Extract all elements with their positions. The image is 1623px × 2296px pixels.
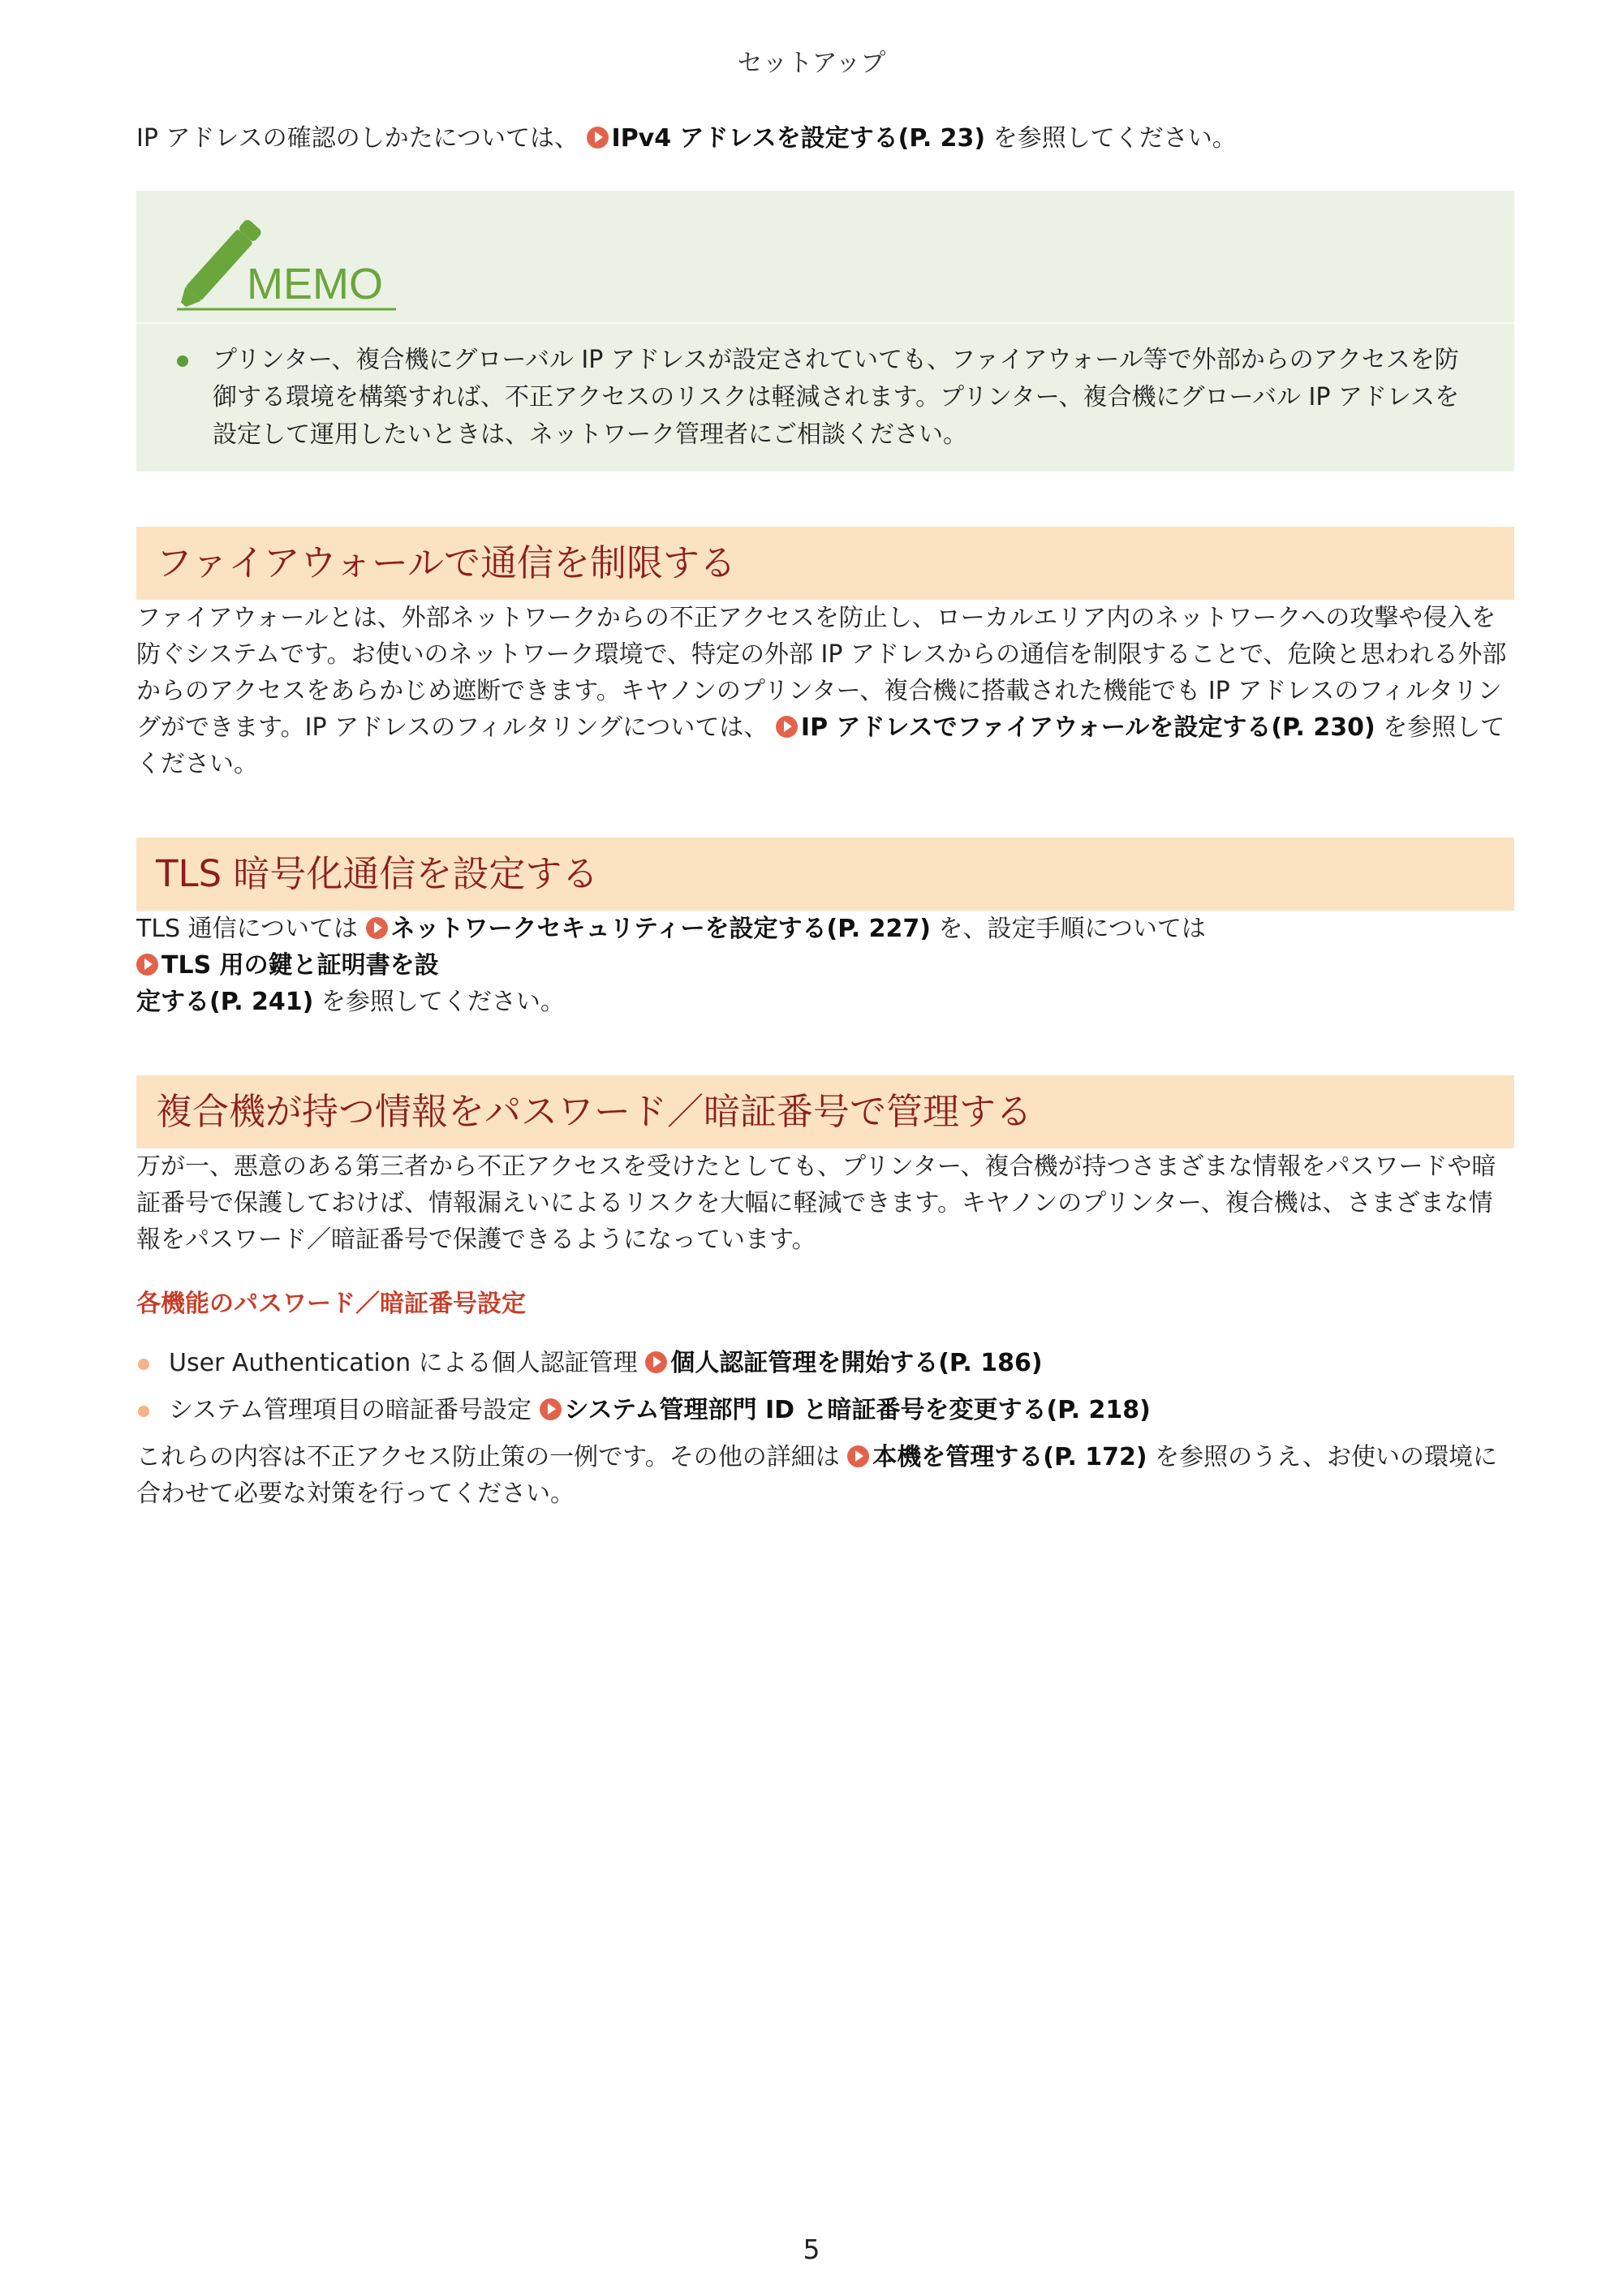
firewall-paragraph: ファイアウォールとは、外部ネットワークからの不正アクセスを防止し、ローカルエリア内のネットワークへの攻撃や侵入を防ぐシステムです。お使いのネットワーク環境で、特定の外部 IP アドレスからの通信を制限することで、危険と思われる外部からのアクセスをあらかじめ遮断できます。キヤノンのプリンター、複合機に搭載された機能でも IP アドレスのフィルタリングができます。IP アドレスのフィルタリングについては、 IP アドレスでファイアウォールを設定する(P. 230) を参照してください。 [136,604,1507,778]
link-arrow-icon [136,954,158,976]
list-item: システム管理項目の暗証番号設定 システム管理部門 ID と暗証番号を変更する(P. 218) [136,1392,1514,1428]
link-user-auth[interactable]: 個人認証管理を開始する(P. 186) [645,1349,1042,1377]
memo-list [177,342,1474,454]
memo-box [136,191,1514,472]
memo-item: プリンター、複合機にグローバル IP アドレスが設定されていても、ファイアウォール等で外部からのアクセスを防御する環境を構築すれば、不正アクセスのリスクは軽減されます。プリンター、複合機にグローバル IP アドレスを設定して運用したいときは、ネットワーク管理者にご相談ください。 [177,342,1474,454]
page-content [136,120,1514,1512]
link-tls-keys-cont[interactable]: 定する(P. 241) [136,988,314,1016]
bullet-icon [138,1406,149,1417]
intro-paragraph [136,120,1514,157]
link-manage-machine[interactable]: 本機を管理する(P. 172) [847,1443,1147,1471]
bullet-icon [177,355,188,367]
password-paragraph: 万が一、悪意のある第三者から不正アクセスを受けたとしても、プリンター、複合機が持つさまざまな情報をパスワードや暗証番号で保護しておけば、情報漏えいによるリスクを大幅に軽減できます。キヤノンのプリンター、複合機は、さまざまな情報をパスワード／暗証番号で保護できるようになっています。 [136,1152,1496,1254]
intro-text-after: を参照してください。 [985,124,1237,153]
password-settings-list [136,1345,1514,1428]
memo-label: MEMO [247,260,383,308]
section-heading-firewall: ファイアウォールで通信を制限する [136,527,1514,600]
page-number: 5 [803,2234,820,2265]
link-arrow-icon [540,1398,562,1420]
link-arrow-icon [366,917,388,939]
closing-paragraph: これらの内容は不正アクセス防止策の一例です。その他の詳細は 本機を管理する(P. 172) を参照のうえ、お使いの環境に合わせて必要な対策を行ってください。 [136,1443,1497,1508]
bullet-icon [138,1359,149,1370]
intro-text: IP アドレスの確認のしかたについては、 [136,124,579,153]
section-heading-password: 複合機が持つ情報をパスワード／暗証番号で管理する [136,1075,1514,1148]
subheading-password-settings: 各機能のパスワード／暗証番号設定 [136,1290,526,1318]
link-ip-firewall[interactable]: IP アドレスでファイアウォールを設定する(P. 230) [776,713,1375,742]
tls-paragraph: TLS 通信については ネットワークセキュリティーを設定する(P. 227) を、設定手順については TLS 用の鍵と証明書を設 定する(P. 241) を参照してください。 [136,915,1206,1016]
link-network-security[interactable]: ネットワークセキュリティーを設定する(P. 227) [366,915,931,943]
link-system-manager-id[interactable]: システム管理部門 ID と暗証番号を変更する(P. 218) [540,1396,1151,1424]
page-header: セットアップ [737,49,886,78]
link-ipv4-address[interactable]: IPv4 アドレスを設定する(P. 23) [587,124,986,153]
memo-header [136,207,1514,324]
link-arrow-icon [847,1445,869,1467]
section-heading-tls: TLS 暗号化通信を設定する [136,838,1514,911]
link-arrow-icon [645,1351,667,1373]
link-arrow-icon [587,127,609,149]
pencil-memo-icon [172,213,415,319]
list-item: User Authentication による個人認証管理 個人認証管理を開始する(P. 186) [136,1345,1514,1381]
link-arrow-icon [776,716,798,738]
link-tls-keys[interactable]: TLS 用の鍵と証明書を設 [136,951,439,980]
